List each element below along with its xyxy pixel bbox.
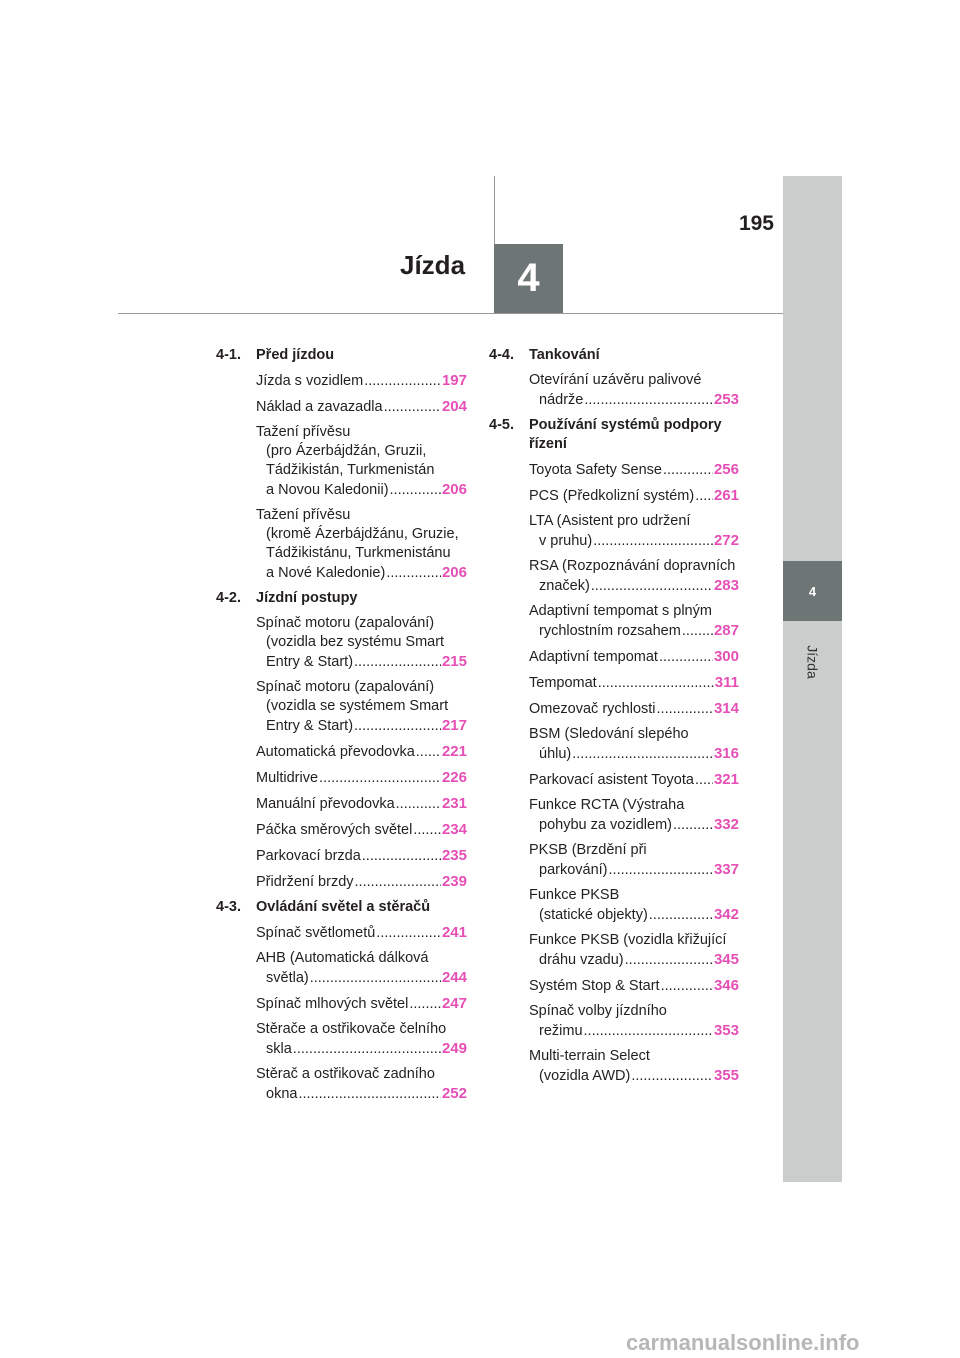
toc-entry-line: (kromě Ázerbájdžánu, Gruzie, [266,526,459,542]
toc-entry-last-line [529,1021,739,1041]
toc-entry-text: v pruhu) [539,533,593,549]
leader-dots [663,461,713,480]
toc-entry-last-line [256,820,467,840]
section-title-line: Jízdní postupy [256,590,358,606]
toc-entry-text: úhlu) [539,746,572,762]
leader-dots [625,951,713,970]
toc-section-heading [216,346,467,365]
toc-entry-last-line [256,563,467,583]
leader-dots [298,1085,441,1104]
toc-entry-text: Parkovací brzda [256,848,361,864]
toc-entry-line: (vozidla bez systému Smart [266,634,445,650]
leader-dots [416,743,441,762]
toc-entry[interactable] [256,820,467,840]
toc-entry-text: PCS (Předkolizní systém) [529,488,695,504]
section-number: 4-4. [489,347,514,363]
leader-dots [609,861,713,880]
page-reference-link[interactable]: 252 [441,1085,467,1102]
leader-dots [631,1067,713,1086]
leader-dots [362,847,441,866]
leader-dots [310,969,441,988]
toc-entry-line: RSA (Rozpoznávání dopravních [529,558,736,574]
toc-entry[interactable] [256,742,467,762]
toc-entry[interactable] [529,673,739,693]
leader-dots [364,372,441,391]
toc-entry-text: a Nové Kaledonie) [266,565,386,581]
toc-entry-text: Páčka směrových světel [256,822,413,838]
page-reference-link[interactable]: 239 [441,873,467,890]
toc-entry-last-line [529,1066,739,1086]
leader-dots [396,795,441,814]
toc-entry-last-line [256,994,467,1014]
page-reference-link[interactable]: 206 [441,481,467,498]
side-tab-number[interactable]: 4 [783,561,842,621]
toc-entry-last-line [529,699,739,719]
toc-entry-line: Spínač volby jízdního [529,1003,667,1019]
toc-entry-text: Jízda s vozidlem [256,373,364,389]
toc-entry-last-line [529,950,739,970]
section-number: 4-5. [489,417,514,433]
toc-entry-text: dráhu vzadu) [539,952,624,968]
page-reference-link[interactable]: 316 [713,745,739,762]
page-reference-link[interactable]: 226 [441,769,467,786]
toc-entry-text: nádrže [539,392,584,408]
toc-entry[interactable] [256,768,467,788]
toc-entry-last-line [256,794,467,814]
toc-entry-text: režimu [539,1023,583,1039]
page-reference-link[interactable]: 346 [713,977,739,994]
page-reference-link[interactable]: 253 [713,391,739,408]
toc-entry-last-line [529,770,739,790]
leader-dots [409,995,441,1014]
toc-entry[interactable] [529,1002,739,1041]
toc-entry-last-line [529,647,739,667]
leader-dots [593,532,713,551]
toc-entry-line: Multi-terrain Select [529,1048,650,1064]
toc-entry-text: Tempomat [529,675,597,691]
toc-entry-line: Tažení přívěsu [256,424,351,440]
toc-entry-text: Entry & Start) [266,718,354,734]
toc-entry-last-line [529,976,739,996]
page-reference-link[interactable]: 235 [441,847,467,864]
toc-entry-last-line [256,1084,467,1104]
page-reference-link[interactable]: 353 [713,1022,739,1039]
page-reference-link[interactable]: 197 [441,372,467,389]
toc-entry-last-line [529,486,739,506]
toc-entry-line: Tádžikistánu, Turkmenistánu [266,545,451,561]
toc-entry[interactable] [256,614,467,672]
toc-entry-line: AHB (Automatická dálková [256,950,429,966]
toc-entry[interactable] [256,872,467,892]
toc-entry[interactable] [256,678,467,736]
leader-dots [682,622,713,641]
toc-entry-text: skla [266,1041,292,1057]
chapter-title: Jízda [400,250,466,280]
toc-entry[interactable] [256,397,467,417]
toc-entry-line: (pro Ázerbájdžán, Gruzii, [266,443,427,459]
toc-entry[interactable] [529,602,739,641]
toc-entry-line: Adaptivní tempomat s plným [529,603,712,619]
toc-entry-text: Spínač světlometů [256,925,376,941]
leader-dots [673,816,713,835]
leader-dots [376,924,441,943]
page-number: 195 [738,212,774,235]
page-reference-link[interactable]: 272 [713,532,739,549]
page-reference-link[interactable]: 234 [441,821,467,838]
toc-right-column [489,346,739,1092]
toc-entry-last-line [256,872,467,892]
toc-entry-last-line [256,768,467,788]
toc-entry-line: Funkce RCTA (Výstraha [529,797,685,813]
toc-entry-text: Parkovací asistent Toyota [529,772,694,788]
toc-entry[interactable] [529,371,739,410]
toc-entry-line: Otevírání uzávěru palivové [529,372,702,388]
toc-entry-line: Tádžikistán, Turkmenistán [266,462,435,478]
leader-dots [319,769,441,788]
page-reference-link[interactable]: 247 [441,995,467,1012]
toc-entry[interactable] [529,486,739,506]
toc-entry[interactable] [529,699,739,719]
toc-left-column [216,346,467,1110]
page-reference-link[interactable]: 244 [441,969,467,986]
page-reference-link[interactable]: 241 [441,924,467,941]
leader-dots [661,977,713,996]
section-number: 4-2. [216,590,241,606]
toc-entry-line: PKSB (Brzdění při [529,842,647,858]
toc-section-heading [216,898,467,917]
toc-entry-text: okna [266,1086,298,1102]
leader-dots [657,700,713,719]
toc-entry-text: Přidržení brzdy [256,874,354,890]
section-title [256,589,467,608]
toc-entry-line: Tažení přívěsu [256,507,351,523]
toc-entry-last-line [529,673,739,693]
toc-entry-last-line [256,716,467,736]
page-reference-link[interactable]: 221 [441,743,467,760]
toc-entry-last-line [256,652,467,672]
leader-dots [355,873,441,892]
section-number: 4-3. [216,899,241,915]
toc-entry[interactable] [529,557,739,596]
page-reference-link[interactable]: 231 [441,795,467,812]
page-reference-link[interactable]: 215 [441,653,467,670]
toc-entry-text: Multidrive [256,770,319,786]
page-reference-link[interactable]: 332 [713,816,739,833]
toc-section-heading [489,346,739,365]
toc-entry-text: Manuální převodovka [256,796,395,812]
toc-entry-last-line [529,390,739,410]
toc-entry-last-line [529,531,739,551]
side-tab-label: Jízda [804,645,821,679]
toc-entry-text: světla) [266,970,309,986]
leader-dots [584,391,713,410]
toc-entry[interactable] [529,460,739,480]
toc-section-heading [216,589,467,608]
toc-entry-line: Spínač motoru (zapalování) [256,679,435,695]
toc-entry-text: Omezovač rychlosti [529,701,656,717]
toc-entry-last-line [256,397,467,417]
leader-dots [572,745,713,764]
page-reference-link[interactable]: 283 [713,577,739,594]
page-reference-link[interactable]: 206 [441,564,467,581]
leader-dots [354,717,441,736]
toc-entry-last-line [529,815,739,835]
toc-entry[interactable] [529,725,739,764]
toc-entry[interactable] [256,949,467,988]
toc-entry[interactable] [529,796,739,835]
toc-entry-text: parkování) [539,862,608,878]
leader-dots [354,653,441,672]
toc-entry-text: Entry & Start) [266,654,354,670]
page-reference-link[interactable]: 300 [713,648,739,665]
toc-entry-line: Stěrač a ostřikovač zadního [256,1066,435,1082]
toc-entry[interactable] [256,1020,467,1059]
toc-entry[interactable] [256,846,467,866]
leader-dots [591,577,713,596]
section-title-line: Používání systémů podpory [529,417,722,433]
toc-entry-last-line [256,480,467,500]
toc-entry-text: Automatická převodovka [256,744,415,760]
page-reference-link[interactable]: 204 [441,398,467,415]
toc-entry-line: Stěrače a ostřikovače čelního [256,1021,447,1037]
toc-entry-last-line [529,621,739,641]
toc-entry-last-line [529,744,739,764]
page-reference-link[interactable]: 314 [713,700,739,717]
toc-entry-last-line [256,968,467,988]
section-title [529,346,739,365]
toc-entry[interactable] [529,1047,739,1086]
toc-entry[interactable] [256,423,467,500]
toc-entry-last-line [256,1039,467,1059]
leader-dots [659,648,713,667]
toc-entry-line: LTA (Asistent pro udržení [529,513,691,529]
toc-entry-text: (vozidla AWD) [539,1068,631,1084]
section-title-line: Před jízdou [256,347,335,363]
page-reference-link[interactable]: 217 [441,717,467,734]
page-reference-link[interactable]: 249 [441,1040,467,1057]
toc-entry-text: Systém Stop & Start [529,978,660,994]
page-reference-link[interactable]: 355 [713,1067,739,1084]
toc-entry[interactable] [529,976,739,996]
toc-entry[interactable] [256,1065,467,1104]
toc-entry-text: značek) [539,578,590,594]
toc-entry-text: (statické objekty) [539,907,648,923]
toc-entry-text: pohybu za vozidlem) [539,817,672,833]
leader-dots [413,821,441,840]
leader-dots [584,1022,713,1041]
leader-dots [293,1040,441,1059]
leader-dots [695,487,713,506]
section-title [256,346,467,365]
page-reference-link[interactable]: 256 [713,461,739,478]
toc-entry[interactable] [256,506,467,583]
toc-entry[interactable] [529,770,739,790]
toc-entry-last-line [529,860,739,880]
toc-entry[interactable] [256,994,467,1014]
page-reference-link[interactable]: 342 [713,906,739,923]
toc-entry-last-line [256,742,467,762]
page-reference-link[interactable]: 311 [714,674,739,691]
toc-entry[interactable] [256,923,467,943]
toc-entry-text: Adaptivní tempomat [529,649,658,665]
leader-dots [384,398,441,417]
toc-entry-line: (vozidla se systémem Smart [266,698,449,714]
watermark: carmanualsonline.info [626,1330,860,1355]
toc-entry[interactable] [256,371,467,391]
page-reference-link[interactable]: 287 [713,622,739,639]
section-title-line: Tankování [529,347,600,363]
horizontal-rule [118,313,783,314]
page-reference-link[interactable]: 321 [713,771,739,788]
chapter-number-box: 4 [494,244,563,313]
toc-section-heading [489,416,739,454]
toc-entry-text: Náklad a zavazadla [256,399,383,415]
toc-entry-last-line [256,846,467,866]
leader-dots [386,564,441,583]
toc-entry-line: Funkce PKSB [529,887,620,903]
toc-entry-line: Funkce PKSB (vozidla křižující [529,932,727,948]
toc-entry-last-line [529,905,739,925]
toc-entry[interactable] [529,512,739,551]
toc-entry-text: a Novou Kaledonii) [266,482,389,498]
section-number: 4-1. [216,347,241,363]
section-title-line: řízení [529,436,567,452]
toc-entry[interactable] [256,794,467,814]
toc-entry[interactable] [529,841,739,880]
toc-entry-line: BSM (Sledování slepého [529,726,689,742]
toc-entry[interactable] [529,647,739,667]
leader-dots [390,481,441,500]
toc-entry-last-line [256,371,467,391]
page-reference-link[interactable]: 261 [713,487,739,504]
toc-entry[interactable] [529,931,739,970]
leader-dots [649,906,713,925]
toc-entry[interactable] [529,886,739,925]
toc-entry-text: Spínač mlhových světel [256,996,409,1012]
toc-entry-last-line [256,923,467,943]
page-reference-link[interactable]: 345 [713,951,739,968]
page-reference-link[interactable]: 337 [713,861,739,878]
section-title [256,898,467,917]
toc-entry-text: rychlostním rozsahem [539,623,681,639]
leader-dots [598,674,714,693]
toc-entry-last-line [529,460,739,480]
toc-entry-last-line [529,576,739,596]
section-title-line: Ovládání světel a stěračů [256,899,431,915]
leader-dots [695,771,713,790]
toc-entry-line: Spínač motoru (zapalování) [256,615,435,631]
section-title [529,416,739,454]
toc-entry-text: Toyota Safety Sense [529,462,662,478]
